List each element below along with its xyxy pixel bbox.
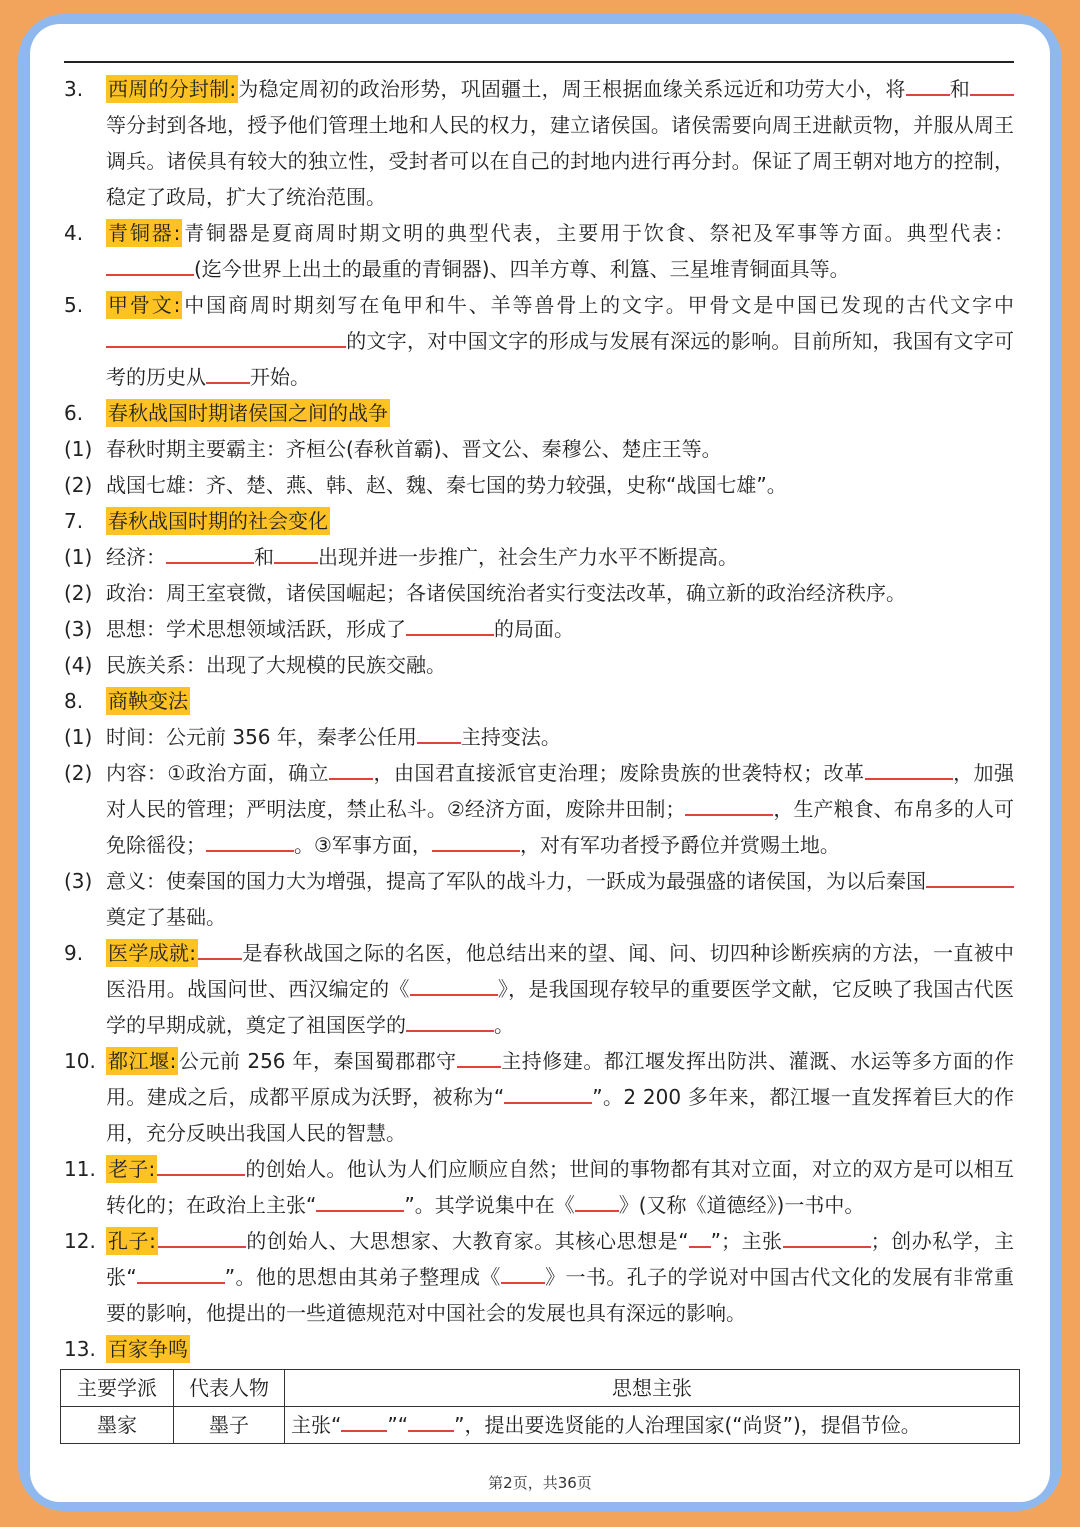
fill-blank[interactable] (783, 1226, 871, 1248)
heading-highlight: 孔子: (108, 1229, 156, 1253)
item-4: 4. 青铜器: 青铜器是夏商周时期文明的典型代表，主要用于饮食、祭祀及军事等方面。典型代表：(迄今世界上出土的最重的青铜器)、四羊方尊、利簋、三星堆青铜面具等。 (64, 221, 1015, 281)
fill-blank[interactable] (417, 722, 461, 744)
page-number: 第2页，共36页 (488, 1474, 592, 1492)
fill-blank[interactable] (457, 1046, 501, 1068)
fill-blank[interactable] (158, 1226, 246, 1248)
fill-blank[interactable] (410, 974, 498, 996)
fill-blank[interactable] (501, 1262, 545, 1284)
item-6-2: (2) 战国七雄：齐、楚、燕、韩、赵、魏、秦七国的势力较强，史称“战国七雄”。 (64, 473, 787, 497)
fill-blank[interactable] (198, 938, 242, 960)
heading-highlight: 都江堰: (108, 1049, 177, 1073)
item-9: 9. 医学成就: 是春秋战国之际的名医，他总结出来的望、闻、问、切四种诊断疾病的方法，一直被中医沿用。战国问世、西汉编定的《 》，是我国现存较早的重要医学文献，它反映了我国古代医学的早期成就，奠定了祖国医学的 。 (64, 935, 1014, 1043)
table-cell: 主张“ ”“ ”，提出要选贤能的人治理国家(“尚贤”)，提倡节俭。 (285, 1407, 1020, 1444)
fill-blank[interactable] (689, 1226, 711, 1248)
item-7-3: (3) 思想：学术思想领域活跃，形成了 的局面。 (64, 611, 1014, 647)
table-header: 思想主张 (285, 1370, 1020, 1407)
item-10: 10. 都江堰: 公元前 256 年，秦国蜀郡郡守 主持修建。都江堰发挥出防洪、灌溉、水运等多方面的作用。建成之后，成都平原成为沃野，被称为“ ”。2 200 多年来，都江堰一直发挥着巨大的作用，充分反映出我国人民的智慧。 (64, 1043, 1014, 1151)
fill-blank[interactable] (206, 830, 294, 852)
document-body (64, 71, 1014, 1444)
fill-blank[interactable] (106, 254, 194, 276)
item-8: 8. 商鞅变法 (64, 689, 188, 713)
fill-blank[interactable] (316, 1190, 404, 1212)
table-cell: 墨家 (61, 1407, 174, 1444)
heading-highlight: 老子: (108, 1157, 156, 1181)
heading-highlight: 西周的分封制: (108, 77, 237, 101)
item-7: 7. 春秋战国时期的社会变化 (64, 509, 328, 533)
item-7-4: (4) 民族关系：出现了大规模的民族交融。 (64, 653, 446, 677)
heading-highlight: 春秋战国时期的社会变化 (108, 509, 328, 533)
fill-blank[interactable] (865, 758, 953, 780)
fill-blank[interactable] (206, 362, 250, 384)
fill-blank[interactable] (329, 758, 373, 780)
item-8-3: (3) 意义：使秦国的国力大为增强，提高了军队的战斗力，一跃成为最强盛的诸侯国，为以后秦国奠定了基础。 (64, 863, 1014, 935)
item-7-1: (1) 经济： 和 出现并进一步推广，社会生产力水平不断提高。 (64, 539, 1014, 575)
item-6: 6. 春秋战国时期诸侯国之间的战争 (64, 401, 388, 425)
item-7-2: (2) 政治：周王室衰微，诸侯国崛起；各诸侯国统治者实行变法改革，确立新的政治经济秩序。 (64, 581, 906, 605)
fill-blank[interactable] (157, 1154, 245, 1176)
heading-highlight: 青铜器: (108, 221, 181, 245)
fill-blank[interactable] (504, 1082, 592, 1104)
item-8-1: (1) 时间：公元前 356 年，秦孝公任用 主持变法。 (64, 719, 1014, 755)
fill-blank[interactable] (432, 830, 520, 852)
schools-table (60, 1369, 1020, 1444)
fill-blank[interactable] (685, 794, 773, 816)
table-header: 代表人物 (174, 1370, 285, 1407)
table-header: 主要学派 (61, 1370, 174, 1407)
item-6-1: (1) 春秋时期主要霸主：齐桓公(春秋首霸)、晋文公、秦穆公、楚庄王等。 (64, 437, 722, 461)
fill-blank[interactable] (906, 74, 950, 96)
fill-blank[interactable] (970, 74, 1014, 96)
table-header-row (61, 1370, 1020, 1407)
item-5: 5. 甲骨文: 中国商周时期刻写在龟甲和牛、羊等兽骨上的文字。甲骨文是中国已发现的古代文字中的文字，对中国文字的形成与发展有深远的影响。目前所知，我国有文字可考的历史从 开始。 (64, 293, 1015, 389)
fill-blank[interactable] (408, 1410, 454, 1432)
top-rule (64, 61, 1014, 63)
item-3: 3. 西周的分封制: 为稳定周初的政治形势，巩固疆土，周王根据血缘关系远近和功劳大小，将 和等分封到各地，授予他们管理土地和人民的权力，建立诸侯国。诸侯需要向周王进献贡物，并服从周王调兵。诸侯具有较大的独立性，受封者可以在自己的封地内进行再分封。保证了周王朝对地方的控制，稳定了政局，扩大了统治范围。 (64, 71, 1014, 215)
table-row (61, 1407, 1020, 1444)
heading-highlight: 春秋战国时期诸侯国之间的战争 (108, 401, 388, 425)
fill-blank[interactable] (106, 326, 346, 348)
heading-highlight: 商鞅变法 (108, 689, 188, 713)
heading-highlight: 甲骨文: (108, 293, 181, 317)
heading-highlight: 医学成就: (108, 941, 197, 965)
fill-blank[interactable] (926, 866, 1014, 888)
fill-blank[interactable] (166, 542, 254, 564)
fill-blank[interactable] (406, 614, 494, 636)
item-8-2: (2) 内容：①政治方面，确立 ，由国君直接派官吏治理；废除贵族的世袭特权；改革 ，加强对人民的管理；严明法度，禁止私斗。②经济方面，废除井田制； ，生产粮食、布帛多的人可免除徭役； 。③军事方面， ，对有军功者授予爵位并赏赐土地。 (64, 755, 1014, 863)
heading-highlight: 百家争鸣 (108, 1337, 188, 1361)
fill-blank[interactable] (137, 1262, 225, 1284)
item-13: 13. 百家争鸣 (64, 1337, 188, 1361)
item-12: 12. 孔子: 的创始人、大思想家、大教育家。其核心思想是“ ”；主张 ；创办私学，主张“ ”。他的思想由其弟子整理成《 》一书。孔子的学说对中国古代文化的发展有非常重要的影响，他提出的一些道德规范对中国社会的发展也具有深远的影响。 (64, 1223, 1014, 1331)
fill-blank[interactable] (406, 1010, 494, 1032)
item-11: 11. 老子: 的创始人。他认为人们应顺应自然；世间的事物都有其对立面，对立的双方是可以相互转化的；在政治上主张“ ”。其学说集中在《 》(又称《道德经》)一书中。 (64, 1151, 1014, 1223)
table-cell: 墨子 (174, 1407, 285, 1444)
fill-blank[interactable] (575, 1190, 619, 1212)
fill-blank[interactable] (274, 542, 318, 564)
fill-blank[interactable] (341, 1410, 387, 1432)
